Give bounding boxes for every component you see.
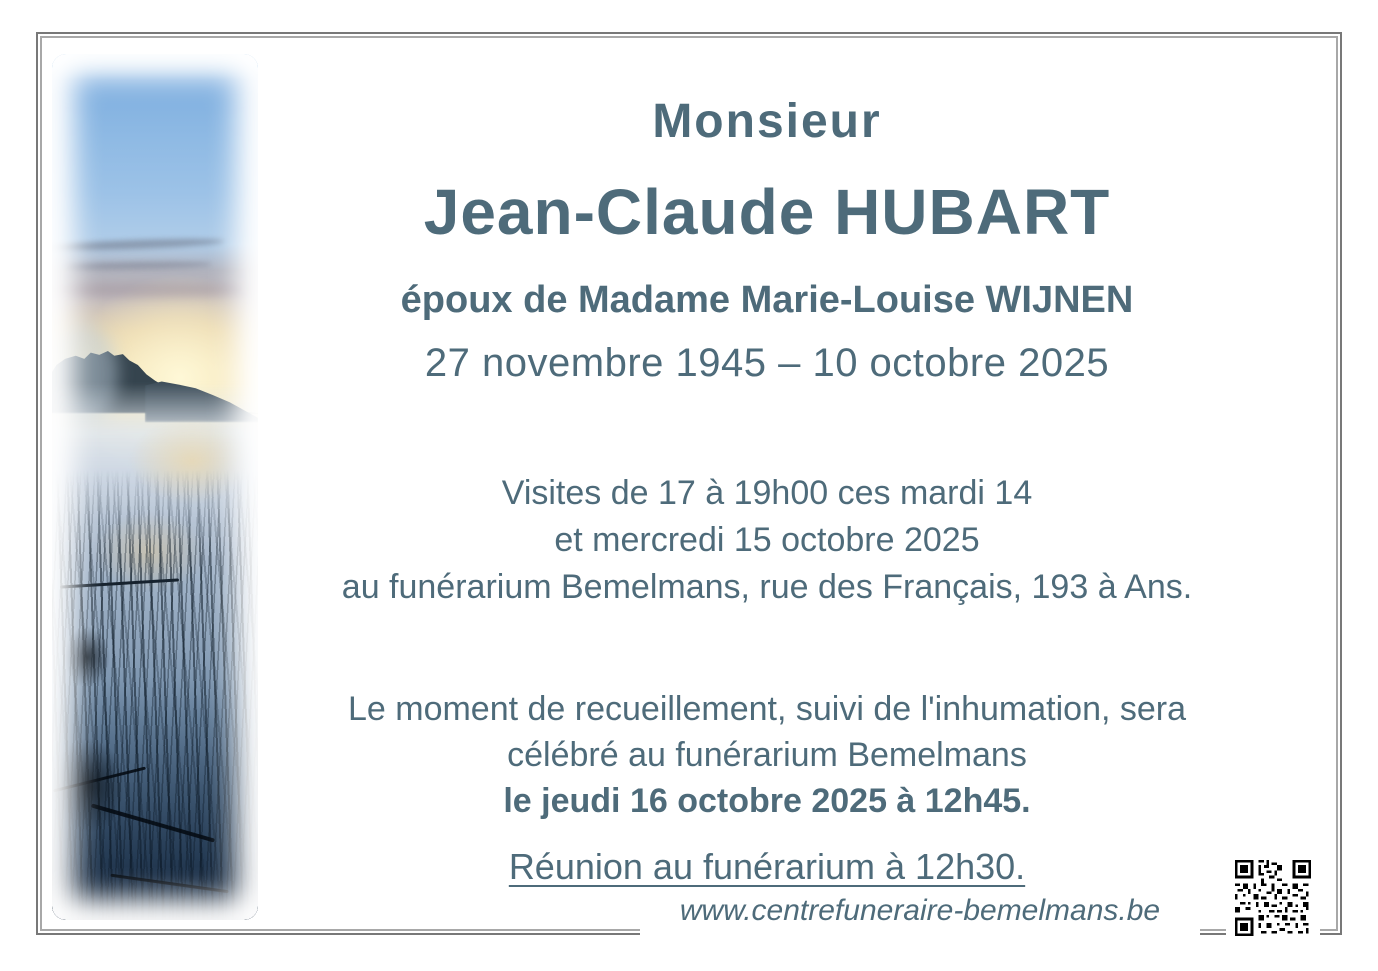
visits-line: au funérarium Bemelmans, rue des Français, 193 à Ans. [341, 568, 1193, 606]
deceased-name: Jean-Claude HUBART [423, 176, 1111, 248]
ceremony-date-line: le jeudi 16 octobre 2025 à 12h45. [503, 782, 1031, 820]
website-url: www.centrefuneraire-bemelmans.be [640, 893, 1200, 935]
qr-code-icon [1226, 854, 1320, 942]
ceremony-paragraph [262, 686, 1272, 824]
salutation: Monsieur [652, 95, 882, 148]
visits-line: et mercredi 15 octobre 2025 [554, 521, 980, 559]
meeting-line: Réunion au funérarium à 12h30. [508, 846, 1026, 887]
visits-line: Visites de 17 à 19h00 ces mardi 14 [501, 474, 1033, 512]
visits-paragraph [262, 470, 1272, 611]
ceremony-line: Le moment de recueillement, suivi de l'inhumation, sera [347, 690, 1187, 728]
spouse-line: époux de Madame Marie-Louise WIJNEN [400, 279, 1134, 321]
birth-death-dates: 27 novembre 1945 – 10 octobre 2025 [424, 341, 1110, 385]
announcement-text [262, 0, 1272, 971]
ceremony-line: célébré au funérarium Bemelmans [507, 736, 1027, 774]
photo-feather-edge [52, 54, 258, 920]
sunrise-lake-photo [52, 54, 258, 920]
